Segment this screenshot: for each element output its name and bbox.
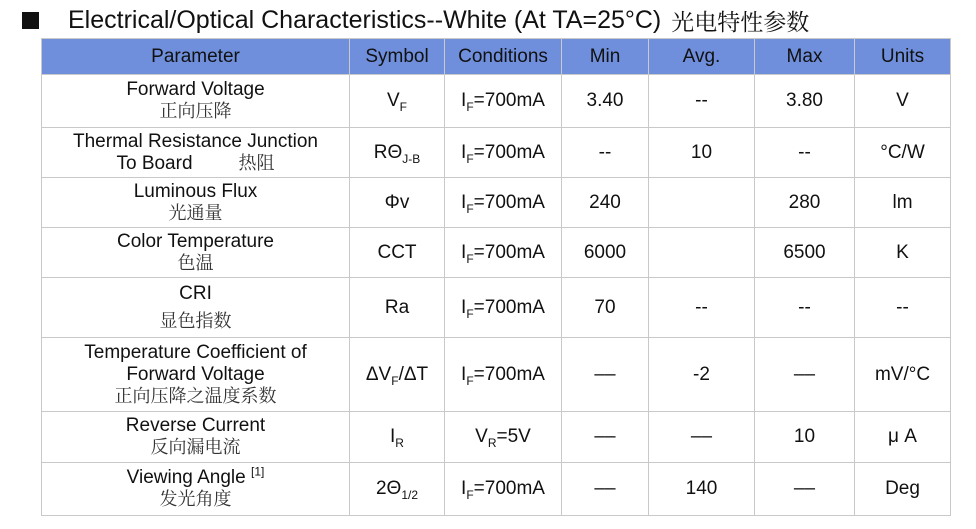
- avg-cell: -2: [649, 338, 755, 412]
- header-max: Max: [755, 39, 855, 75]
- table-row: [42, 178, 951, 228]
- cond-main: I: [461, 478, 467, 499]
- param-chinese: 显色指数: [159, 310, 232, 332]
- param-chinese: 反向漏电流: [150, 437, 241, 458]
- param-english-line1: Thermal Resistance Junction: [73, 130, 318, 152]
- symbol-cell: [350, 463, 445, 516]
- conditions-cell: [445, 338, 562, 412]
- avg-cell: 140: [649, 463, 755, 516]
- param-english-line1: Temperature Coefficient of: [84, 341, 307, 363]
- param-english: Luminous Flux: [133, 180, 258, 202]
- cond-main: I: [461, 241, 467, 263]
- min-cell: --: [562, 128, 649, 178]
- max-cell: 10: [755, 412, 855, 463]
- cond-main: I: [461, 90, 467, 111]
- unit-cell: --: [855, 278, 951, 338]
- symbol-cell: Ra: [350, 278, 445, 338]
- cond-main: I: [461, 363, 467, 385]
- param-cell: [42, 278, 350, 338]
- symbol-sub: F: [399, 99, 408, 114]
- symbol-cell: [350, 75, 445, 128]
- min-cell: 3.40: [562, 75, 649, 128]
- symbol-main: 2Θ: [375, 478, 402, 499]
- table-row: [42, 128, 951, 178]
- unit-cell: mV/°C: [855, 338, 951, 412]
- unit-cell: °C/W: [855, 128, 951, 178]
- cond-sub: F: [466, 151, 474, 166]
- max-cell: 3.80: [755, 75, 855, 128]
- title-english: Electrical/Optical Characteristics--White (At TA=25°C): [68, 5, 662, 34]
- table-row: [42, 463, 951, 516]
- param-english-line2-wrap: [42, 153, 349, 175]
- max-cell: ––: [755, 338, 855, 412]
- min-cell: ––: [562, 412, 649, 463]
- cond-rest: =700mA: [473, 90, 545, 111]
- conditions-cell: [445, 178, 562, 228]
- param-cell: [42, 412, 350, 463]
- table-row: [42, 278, 951, 338]
- header-conditions: Conditions: [445, 39, 562, 75]
- title-chinese: 光电特性参数: [671, 9, 810, 36]
- min-cell: ––: [562, 338, 649, 412]
- param-english-line2: To Board: [116, 152, 193, 174]
- cond-sub: F: [466, 373, 474, 388]
- avg-cell: --: [649, 278, 755, 338]
- square-bullet-icon: [22, 12, 39, 29]
- param-chinese: 光通量: [168, 202, 223, 224]
- cond-rest: =5V: [496, 426, 531, 447]
- cond-sub: F: [466, 306, 474, 321]
- symbol-main: RΘ: [373, 141, 403, 163]
- table-header-row: [42, 39, 951, 75]
- footnote-ref: [1]: [250, 464, 265, 479]
- cond-main: I: [461, 191, 467, 213]
- symbol-cell: [350, 412, 445, 463]
- conditions-cell: [445, 278, 562, 338]
- conditions-cell: [445, 228, 562, 278]
- avg-cell: [649, 178, 755, 228]
- cond-sub: F: [466, 251, 474, 266]
- max-cell: ––: [755, 463, 855, 516]
- param-cell: [42, 463, 350, 516]
- symbol-sub: J-B: [402, 151, 421, 166]
- cond-main: V: [475, 426, 488, 447]
- param-chinese: 正向压降之温度系数: [114, 385, 277, 407]
- param-english: Forward Voltage: [126, 79, 265, 100]
- param-english-line2: Forward Voltage: [126, 363, 265, 385]
- param-english: Reverse Current: [125, 415, 266, 436]
- table-row: [42, 338, 951, 412]
- unit-cell: V: [855, 75, 951, 128]
- avg-cell: 10: [649, 128, 755, 178]
- table-row: [42, 228, 951, 278]
- param-english: CRI: [179, 282, 212, 304]
- param-cell: [42, 75, 350, 128]
- symbol-cell: CCT: [350, 228, 445, 278]
- cond-sub: F: [466, 487, 474, 502]
- param-chinese: 热阻: [238, 152, 275, 174]
- cond-main: I: [461, 296, 467, 318]
- param-cell: [42, 338, 350, 412]
- max-cell: --: [755, 278, 855, 338]
- header-min: Min: [562, 39, 649, 75]
- characteristics-table: [41, 38, 951, 516]
- param-cell: [42, 228, 350, 278]
- max-cell: --: [755, 128, 855, 178]
- cond-rest: =700mA: [473, 296, 545, 318]
- header-units: Units: [855, 39, 951, 75]
- avg-cell: ––: [649, 412, 755, 463]
- cond-rest: =700mA: [473, 191, 545, 213]
- min-cell: 6000: [562, 228, 649, 278]
- min-cell: 240: [562, 178, 649, 228]
- cond-main: I: [461, 141, 467, 163]
- max-cell: 280: [755, 178, 855, 228]
- conditions-cell: [445, 75, 562, 128]
- cond-rest: =700mA: [473, 241, 545, 263]
- cond-rest: =700mA: [473, 363, 545, 385]
- table-row: [42, 75, 951, 128]
- unit-cell: μ A: [855, 412, 951, 463]
- symbol-cell: [350, 338, 445, 412]
- cond-rest: =700mA: [473, 141, 545, 163]
- param-chinese: 发光角度: [159, 489, 232, 510]
- min-cell: ––: [562, 463, 649, 516]
- conditions-cell: [445, 412, 562, 463]
- param-cell: [42, 178, 350, 228]
- unit-cell: K: [855, 228, 951, 278]
- cond-sub: F: [466, 201, 474, 216]
- param-english: Color Temperature: [116, 230, 274, 252]
- symbol-sub: 1/2: [401, 487, 419, 502]
- param-english-wrap: [42, 464, 349, 489]
- param-cell: [42, 128, 350, 178]
- cond-sub: F: [466, 99, 474, 114]
- avg-cell: --: [649, 75, 755, 128]
- symbol-cell: [350, 128, 445, 178]
- header-parameter: Parameter: [42, 39, 350, 75]
- unit-cell: lm: [855, 178, 951, 228]
- conditions-cell: [445, 463, 562, 516]
- param-english: Viewing Angle: [126, 467, 246, 488]
- avg-cell: [649, 228, 755, 278]
- symbol-sub: R: [395, 435, 404, 450]
- section-title: [22, 2, 809, 38]
- symbol-a: ΔV: [365, 363, 392, 385]
- header-symbol: Symbol: [350, 39, 445, 75]
- param-chinese: 正向压降: [159, 101, 232, 122]
- param-chinese: 色温: [177, 252, 214, 274]
- cond-rest: =700mA: [473, 478, 545, 499]
- cond-sub: R: [487, 435, 497, 450]
- max-cell: 6500: [755, 228, 855, 278]
- symbol-cell: Φv: [350, 178, 445, 228]
- symbol-sub: F: [391, 373, 399, 388]
- min-cell: 70: [562, 278, 649, 338]
- symbol-b: /ΔT: [398, 363, 429, 385]
- symbol-main: V: [386, 90, 400, 111]
- conditions-cell: [445, 128, 562, 178]
- unit-cell: Deg: [855, 463, 951, 516]
- header-avg: Avg.: [649, 39, 755, 75]
- table-row: [42, 412, 951, 463]
- symbol-main: I: [390, 426, 396, 447]
